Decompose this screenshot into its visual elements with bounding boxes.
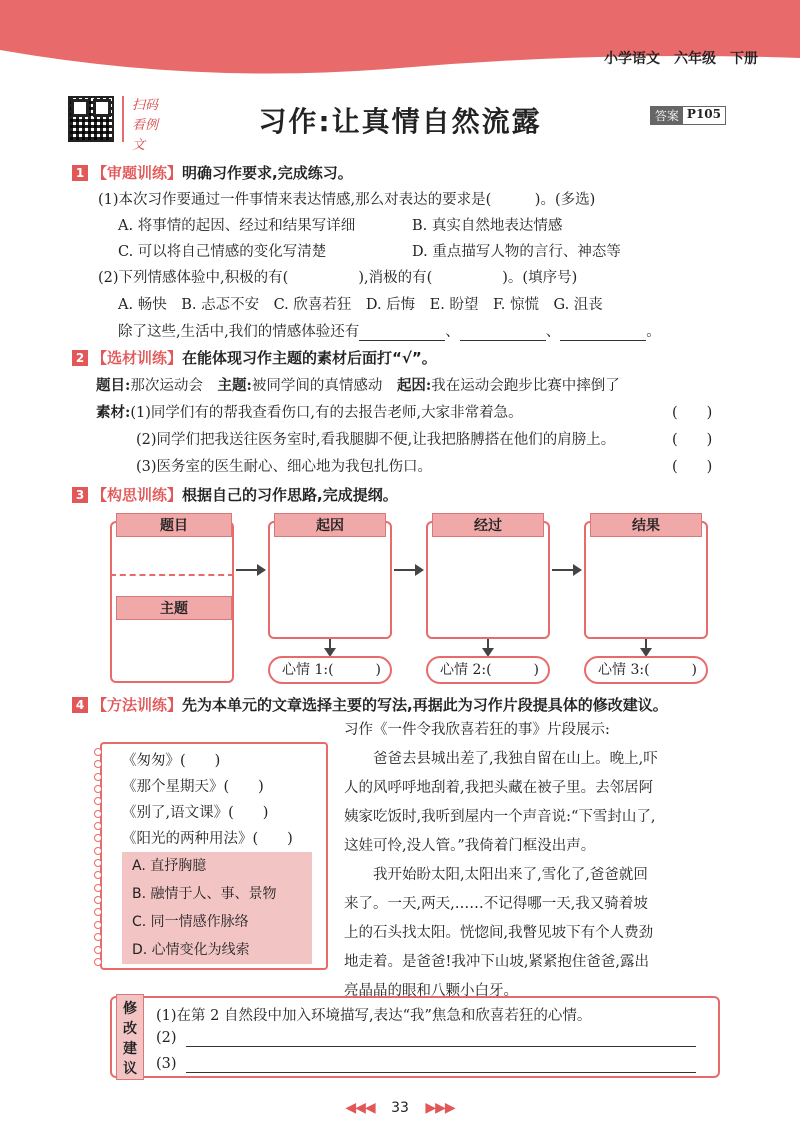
section-2-tag: 【选材训练】: [92, 349, 183, 367]
s2-material-2: (2)同学们把我送往医务室时,看我腿脚不便,让我把胳膊搭在他们的肩膀上。: [136, 432, 616, 448]
s2-info-cause: 我在运动会跑步比赛中摔倒了: [431, 378, 620, 394]
revision-item-3: (3): [156, 1056, 177, 1072]
revision-input-3[interactable]: [186, 1072, 696, 1073]
scan-label-line2: 看例文: [132, 118, 159, 153]
section-4-number: 4: [72, 697, 88, 713]
excerpt-title: 习作《一件令我欣喜若狂的事》片段展示:: [344, 722, 610, 738]
outline-stage-2-label: 经过: [432, 513, 544, 537]
s1-q3-sep-2: 、: [545, 324, 561, 340]
article-3[interactable]: 《别了,语文课》( ): [122, 805, 269, 821]
ring-icon: [94, 797, 102, 805]
mood-2[interactable]: 心情 2:( ): [426, 656, 550, 684]
revision-tag: 修 改 建 议: [116, 994, 144, 1080]
excerpt-line: 这娃可怜,没人管。”我倚着门框没出声。: [344, 838, 596, 854]
ring-icon: [94, 946, 102, 954]
outline-stage-2-box[interactable]: [426, 521, 550, 639]
section-1-tag: 【审题训练】: [92, 164, 183, 182]
arrow-right-3: [552, 569, 580, 571]
ring-icon: [94, 822, 102, 830]
arrow-down-1: [329, 639, 331, 655]
s2-info-theme: 被同学间的真情感动: [251, 378, 383, 394]
s2-info-label-cause: 起因:: [396, 377, 432, 394]
prev-arrows-icon[interactable]: ◀◀◀: [345, 1100, 375, 1116]
arrow-right-2: [394, 569, 422, 571]
ring-icon: [94, 810, 102, 818]
s2-info-label-theme: 主题:: [217, 377, 252, 394]
section-2-number: 2: [72, 350, 88, 366]
s1-q1: (1)本次习作要通过一件事情来表达情感,那么对表达的要求是( )。(多选): [98, 192, 596, 208]
ring-icon: [94, 859, 102, 867]
section-3-number: 3: [72, 487, 88, 503]
method-a: A. 直抒胸臆: [132, 858, 207, 874]
article-1[interactable]: 《匆匆》( ): [122, 753, 221, 769]
answer-label: 答案: [651, 107, 683, 124]
grade-label: 小学语文 六年级 下册: [604, 51, 758, 67]
s2-material-3: (3)医务室的医生耐心、细心地为我包扎伤口。: [136, 459, 433, 475]
s1-q2-options: A. 畅快 B. 忐忑不安 C. 欣喜若狂 D. 后悔 E. 盼望 F. 惊慌 G. 沮丧: [118, 297, 603, 313]
section-2-heading: [92, 347, 437, 368]
s1-q2-part-b: ),消极的有(: [358, 270, 433, 286]
outline-stage-1-box[interactable]: [268, 521, 392, 639]
section-3-instruction: 根据自己的习作思路,完成提纲。: [182, 486, 398, 504]
s2-material-label: 素材:: [96, 404, 131, 421]
s2-checkbox-3[interactable]: ( ): [672, 459, 713, 475]
ring-icon: [94, 871, 102, 879]
ring-icon: [94, 785, 102, 793]
section-4-tag: 【方法训练】: [92, 696, 183, 714]
excerpt-line: 上的石头找太阳。恍惚间,我瞥见坡下有个人费劲: [344, 925, 654, 941]
section-4-instruction: 先为本单元的文章选择主要的写法,再据此为习作片段提具体的修改建议。: [182, 696, 668, 714]
s1-q2-part-a: (2)下列情感体验中,积极的有(: [98, 270, 289, 286]
ring-icon: [94, 933, 102, 941]
arrow-right-1: [236, 569, 264, 571]
section-1-instruction: 明确习作要求,完成练习。: [182, 164, 353, 182]
excerpt-body: [344, 745, 724, 1006]
section-3-tag: 【构思训练】: [92, 486, 183, 504]
page-title: 习作:让真情自然流露: [258, 105, 542, 138]
s1-q3-end: 。: [646, 324, 661, 340]
section-4-heading: [92, 694, 668, 715]
s2-info-label-title: 题目:: [96, 377, 131, 394]
arrow-down-3: [645, 639, 647, 655]
revision-input-2[interactable]: [186, 1046, 696, 1047]
s1-q3-sep-1: 、: [445, 324, 460, 340]
outline-title-label: 题目: [116, 513, 232, 537]
ring-icon: [94, 760, 102, 768]
section-1-heading: [92, 162, 353, 183]
s1-q3: [118, 320, 661, 341]
excerpt-line: 人的风呼呼地刮着,我把头藏在被子里。去邻居阿: [344, 780, 654, 796]
ring-icon: [94, 908, 102, 916]
outline-stage-3-box[interactable]: [584, 521, 708, 639]
s1-q3-blank-1[interactable]: [359, 324, 445, 341]
ring-icon: [94, 748, 102, 756]
excerpt-line: 姨家吃饭时,我听到屋内一个声音说:“下雪封山了,: [344, 809, 656, 825]
s2-material-1: (1)同学们有的帮我查看伤口,有的去报告老师,大家非常着急。: [130, 405, 523, 421]
outline-stage-1-label: 起因: [274, 513, 386, 537]
notebook-rings: [94, 748, 106, 966]
ring-icon: [94, 958, 102, 966]
excerpt-line: 地走着。是爸爸!我冲下山坡,紧紧抱住爸爸,露出: [344, 954, 650, 970]
s2-material-1-row: [96, 401, 523, 422]
s2-info: [96, 374, 620, 395]
scan-label-line1: 扫码: [132, 98, 159, 113]
ring-icon: [94, 884, 102, 892]
article-4[interactable]: 《阳光的两种用法》( ): [122, 831, 293, 847]
section-2-instruction: 在能体现习作主题的素材后面打“√”。: [182, 349, 437, 367]
s1-q2: [98, 266, 577, 287]
s2-checkbox-1[interactable]: ( ): [672, 405, 713, 421]
s1-q3-text: 除了这些,生活中,我们的情感体验还有: [118, 324, 360, 340]
outline-stage-3-label: 结果: [590, 513, 702, 537]
ring-icon: [94, 847, 102, 855]
revision-item-1: (1)在第 2 自然段中加入环境描写,表达“我”焦急和欣喜若狂的心情。: [156, 1008, 592, 1024]
outline-title-input[interactable]: [110, 574, 234, 596]
s1-q1-option-a: A. 将事情的起因、经过和结果写详细: [118, 218, 356, 234]
s1-q1-option-c: C. 可以将自己情感的变化写清楚: [118, 244, 327, 260]
s1-q1-option-d: D. 重点描写人物的言行、神态等: [412, 244, 621, 260]
ring-icon: [94, 834, 102, 842]
excerpt-line: 亮晶晶的眼和八颗小白牙。: [344, 983, 518, 999]
next-arrows-icon[interactable]: ▶▶▶: [425, 1100, 455, 1116]
ring-icon: [94, 921, 102, 929]
method-b: B. 融情于人、事、景物: [132, 886, 277, 902]
s1-q2-part-c: )。(填序号): [502, 270, 578, 286]
article-2[interactable]: 《那个星期天》( ): [122, 779, 264, 795]
mood-3[interactable]: 心情 3:( ): [584, 656, 708, 684]
section-3-heading: [92, 484, 398, 505]
page-number: 33: [391, 1100, 409, 1116]
excerpt-line: 来了。一天,两天,……不记得哪一天,我又骑着坡: [344, 896, 648, 912]
arrow-down-2: [487, 639, 489, 655]
revision-item-2: (2): [156, 1030, 177, 1046]
excerpt-line: 爸爸去县城出差了,我独自留在山上。晚上,吓: [344, 751, 658, 767]
page-footer: [0, 1100, 800, 1116]
outline-theme-label: 主题: [116, 596, 232, 620]
s2-info-title: 那次运动会: [130, 378, 203, 394]
ring-icon: [94, 773, 102, 781]
answer-ref[interactable]: [650, 106, 726, 125]
s1-q3-blank-2[interactable]: [460, 324, 546, 341]
mood-1[interactable]: 心情 1:( ): [268, 656, 392, 684]
method-options: [122, 852, 312, 964]
excerpt-line: 我开始盼太阳,太阳出来了,雪化了,爸爸就回: [344, 867, 648, 883]
s2-checkbox-2[interactable]: ( ): [672, 432, 713, 448]
answer-page: P105: [686, 107, 721, 121]
s1-q3-blank-3[interactable]: [560, 324, 646, 341]
ring-icon: [94, 896, 102, 904]
method-d: D. 心情变化为线索: [132, 942, 250, 958]
section-1-number: 1: [72, 165, 88, 181]
method-c: C. 同一情感作脉络: [132, 914, 249, 930]
s1-q1-option-b: B. 真实自然地表达情感: [412, 218, 563, 234]
